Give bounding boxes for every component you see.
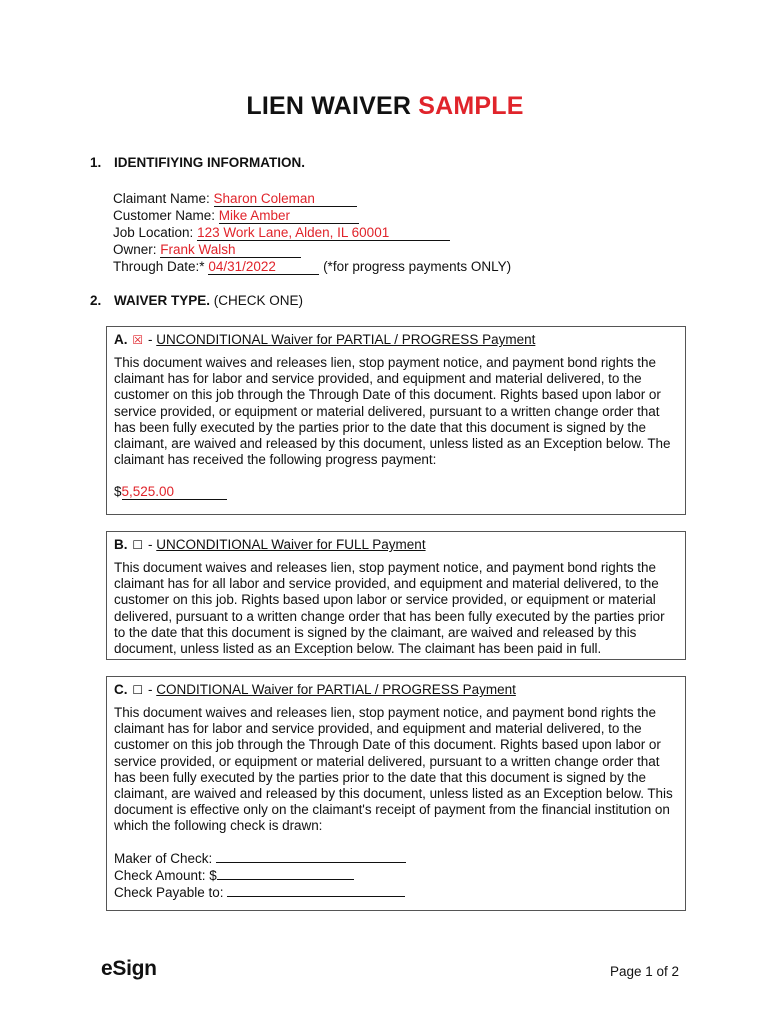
section-2-number: 2. <box>90 293 102 308</box>
section-2-heading <box>90 293 303 308</box>
waiver-b-title: UNCONDITIONAL Waiver for FULL Payment <box>156 537 426 552</box>
check-payable-label: Check Payable to: <box>114 884 228 900</box>
section-2-note: (CHECK ONE) <box>210 293 304 308</box>
waiver-b-header <box>114 536 678 554</box>
section-1-title: IDENTIFIYING INFORMATION. <box>114 155 305 170</box>
check-amount-label: Check Amount: $ <box>114 867 217 883</box>
maker-of-check-field[interactable] <box>216 850 406 863</box>
owner-row <box>113 241 511 258</box>
progress-payment-row <box>114 483 678 500</box>
through-date-row <box>113 258 511 275</box>
through-date-field[interactable] <box>208 260 319 275</box>
waiver-b-dash: - <box>144 537 157 552</box>
waiver-box-c <box>106 676 686 911</box>
waiver-c-body: This document waives and releases lien, stop payment notice, and payment bond rights the claimant has for labor and service provided, and equipment and material delivered, to the customer on this job through the Through Date of this document. Rights based upon labor or service provided, or equipment or material delivered, pursuant to a written change order that has been fully executed by the parties prior to the date that this document is signed by the claimant, are waived and released by this document, unless listed as an Exception below. This document is effective only on the claimant's receipt of payment from the financial institution on which the following check is drawn: <box>114 705 673 834</box>
progress-payment-field[interactable] <box>122 485 227 500</box>
owner-label: Owner: <box>113 242 161 257</box>
maker-of-check-row <box>114 850 678 867</box>
through-date-value: 04/31/2022 <box>208 259 276 274</box>
customer-name-row <box>113 207 511 224</box>
progress-payment-amount: 5,525.00 <box>121 484 175 500</box>
owner-field[interactable] <box>160 243 301 258</box>
check-payable-field[interactable] <box>227 884 405 897</box>
waiver-b-body: This document waives and releases lien, stop payment notice, and payment bond rights the claimant has for all labor and service provided, and equipment and material delivered, to the customer on this job. Rights based upon labor or service provided, or equipment or material delivered, pursuant to a written change order that has been fully executed by the parties prior to the date that this document is signed by the claimant, are waived and released by this document, unless listed as an Exception below. The claimant has been paid in full. <box>114 560 665 657</box>
waiver-b-checkbox[interactable]: ☐ <box>132 538 144 552</box>
waiver-a-letter: A. <box>114 332 128 347</box>
job-location-value: 123 Work Lane, Alden, IL 60001 <box>197 225 390 240</box>
customer-name-value: Mike Amber <box>218 208 291 223</box>
waiver-box-a <box>106 326 686 515</box>
claimant-name-field[interactable] <box>214 192 357 207</box>
claimant-name-row <box>113 190 511 207</box>
document-title <box>0 92 770 121</box>
job-location-label: Job Location: <box>113 225 198 240</box>
esign-logo: eSign <box>101 957 157 980</box>
waiver-a-checkbox[interactable]: ☒ <box>132 333 144 347</box>
through-date-label: Through Date:* <box>113 259 209 274</box>
waiver-c-checkbox[interactable]: ☐ <box>132 683 144 697</box>
through-date-note: (*for progress payments ONLY) <box>319 259 512 274</box>
waiver-box-b <box>106 531 686 660</box>
check-details <box>114 850 678 901</box>
waiver-c-letter: C. <box>114 682 128 697</box>
check-amount-row <box>114 867 678 884</box>
payment-currency: $ <box>114 484 122 500</box>
maker-of-check-label: Maker of Check: <box>114 850 217 866</box>
title-accent: SAMPLE <box>418 92 524 120</box>
waiver-c-title: CONDITIONAL Waiver for PARTIAL / PROGRESS Payment <box>156 682 516 697</box>
section-2-title: WAIVER TYPE. <box>114 293 211 308</box>
claimant-name-value: Sharon Coleman <box>213 191 315 206</box>
customer-name-field[interactable] <box>219 209 359 224</box>
customer-name-label: Customer Name: <box>113 208 219 223</box>
waiver-a-dash: - <box>144 332 157 347</box>
waiver-c-dash: - <box>144 682 157 697</box>
owner-value: Frank Walsh <box>160 242 236 257</box>
section-1-number: 1. <box>90 155 102 170</box>
section-1-heading <box>90 155 305 170</box>
check-amount-field[interactable] <box>217 867 354 880</box>
waiver-a-header <box>114 331 678 349</box>
waiver-c-header <box>114 681 678 699</box>
waiver-a-title: UNCONDITIONAL Waiver for PARTIAL / PROGRESS Payment <box>156 332 536 347</box>
title-main: LIEN WAIVER <box>246 92 412 120</box>
waiver-a-body: This document waives and releases lien, stop payment notice, and payment bond rights the claimant has for labor and service provided, and equipment and material delivered, to the customer on this job through the Through Date of this document. Rights based upon labor or service provided, or equipment or material delivered, pursuant to a written change order that has been fully executed by the parties prior to the date that this document is signed by the claimant, are waived and released by this document, unless listed as an Exception below. The claimant has received the following progress payment: <box>114 355 671 468</box>
claimant-name-label: Claimant Name: <box>113 191 214 206</box>
page-number: Page 1 of 2 <box>609 964 679 979</box>
job-location-row <box>113 224 511 241</box>
identifying-information <box>113 190 511 275</box>
check-payable-row <box>114 884 678 901</box>
waiver-b-letter: B. <box>114 537 128 552</box>
job-location-field[interactable] <box>197 226 450 241</box>
